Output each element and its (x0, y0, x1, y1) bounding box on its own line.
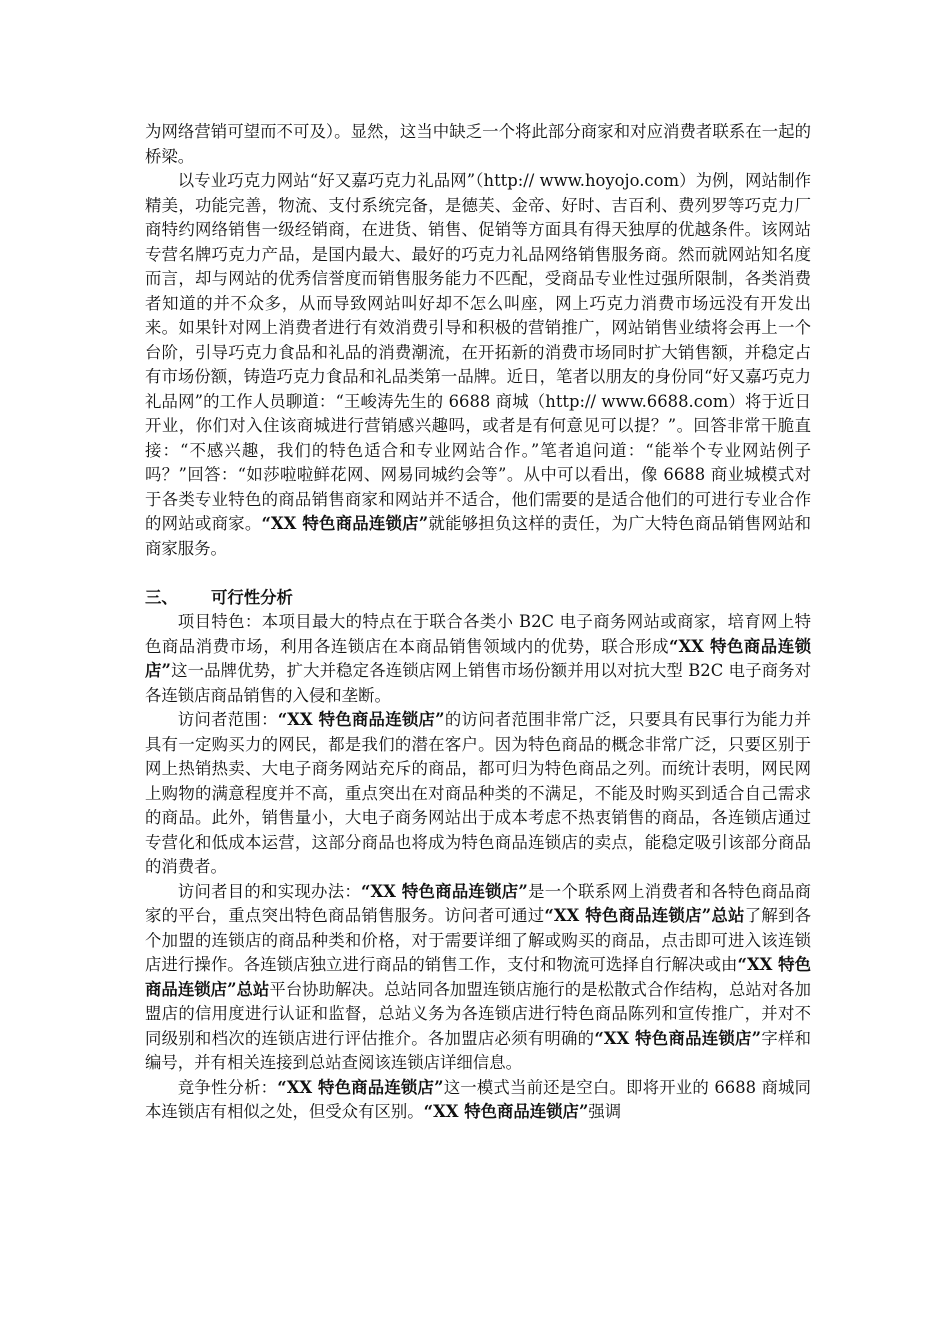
paragraph-visitor-purpose: 访问者目的和实现办法：“XX 特色商品连锁店”是一个联系网上消费者和各特色商品商家的平台，重点突出特色商品销售服务。访问者可通过“XX 特色商品连锁店”总站了解到各个加盟的连锁店的商品种类和价格，对于需要详细了解或购买的商品，点击即可进入该连锁店进行操作。各连锁店独立进行商品的销售工作，支付和物流可选择自行解决或由“XX 特色商品连锁店”总站平台协助解决。总站同各加盟连锁店施行的是松散式合作结构，总站对各加盟店的信用度进行认证和监督，总站义务为各连锁店进行特色商品陈列和宣传推广，并对不同级别和档次的连锁店进行评估推介。各加盟店必须有明确的“XX 特色商品连锁店”字样和编号，并有相关连接到总站查阅该连锁店详细信息。 (145, 881, 812, 1072)
brand-name: “XX 特色商品连锁店” (261, 514, 429, 533)
brand-name: “XX 特色商品连锁店” (277, 710, 445, 729)
brand-name: “XX 特色商品连锁店” (423, 1102, 589, 1121)
section-title: 可行性分析 (211, 587, 293, 607)
paragraph-competition: 竞争性分析：“XX 特色商品连锁店”这一模式当前还是空白。即将开业的 6688 商城同本连锁店有相似之处，但受众有区别。“XX 特色商品连锁店”强调 (145, 1077, 811, 1121)
brand-name: “XX 特色商品连锁店” (145, 636, 812, 680)
brand-name-hq: “XX 特色商品连锁店”总站 (544, 906, 745, 925)
paragraph-visitor-scope: 访问者范围：“XX 特色商品连锁店”的访问者范围非常广泛，只要具有民事行为能力并具有一定购买力的网民，都是我们的潜在客户。因为特色商品的概念非常广泛，只要区别于网上热销热卖、大电子商务网站充斥的商品，都可归为特色商品之列。而统计表明，网民网上购物的满意程度并不高，重点突出在对商品种类的不满足，不能及时购买到适合自己需求的商品。此外，销售量小，大电子商务网站出于成本考虑不热衷销售的商品，各连锁店通过专营化和低成本运营，这部分商品也将成为特色商品连锁店的卖点，能稳定吸引该部分商品的消费者。 (145, 710, 812, 876)
brand-name: “XX 特色商品连锁店” (361, 881, 528, 901)
paragraph-spacer (145, 561, 811, 586)
paragraph-intro: 为网络营销可望而不可及）。显然，这当中缺乏一个将此部分商家和对应消费者联系在一起的桥梁。 (145, 122, 811, 166)
brand-name: “XX 特色商品连锁店” (594, 1028, 762, 1048)
brand-name: “XX 特色商品连锁店” (277, 1077, 444, 1097)
paragraph-example: 以专业巧克力网站“好又嘉巧克力礼品网”（http:// www.hoyojo.com）为例，网站制作精美，功能完善，物流、支付系统完备，是德芙、金帝、好时、吉百利、费列罗等巧克力厂商特约网络销售一级经销商，在进货、销售、促销等方面具有得天独厚的优越条件。该网站专营名牌巧克力产品，是国内最大、最好的巧克力礼品网络销售服务商。然而就网站知名度而言，却与网站的优秀信誉度而销售服务能力不匹配，受商品专业性过强所限制，各类消费者知道的并不众多，从而导致网站叫好却不怎么叫座，网上巧克力消费市场远没有开发出来。如果针对网上消费者进行有效消费引导和积极的营销推广，网站销售业绩将会再上一个台阶，引导巧克力食品和礼品的消费潮流，在开拓新的消费市场同时扩大销售额，并稳定占有市场份额，铸造巧克力食品和礼品类第一品牌。近日，笔者以朋友的身份同“好又嘉巧克力礼品网”的工作人员聊道：“王峻涛先生的 6688 商城（http:// www.6688.com）将于近日开业，你们对入住该商城进行营销感兴趣吗，或者是有何意见可以提？”。回答非常干脆直接：“不感兴趣，我们的特色适合和专业网站合作。”笔者追问道：“能举个专业网站例子吗？”回答：“如莎啦啦鲜花网、网易同城约会等”。从中可以看出，像 6688 商业城模式对于各类专业特色的商品销售商家和网站并不适合，他们需要的是适合他们的可进行专业合作的网站或商家。“XX 特色商品连锁店”就能够担负这样的责任，为广大特色商品销售网站和商家服务。 (145, 171, 812, 558)
section-number: 三、 (145, 587, 178, 607)
brand-name-hq: “XX 特色商品连锁店”总站 (145, 955, 812, 999)
document-page (145, 120, 811, 1125)
paragraph-project-features: 项目特色：本项目最大的特点在于联合各类小 B2C 电子商务网站或商家，培育网上特色商品消费市场，利用各连锁店在本商品销售领域内的优势，联合形成“XX 特色商品连锁店”这一品牌优势，扩大并稳定各连锁店网上销售市场份额并用以对抗大型 B2C 电子商务对各连锁店商品销售的入侵和垄断。 (145, 612, 812, 705)
section-heading (145, 586, 811, 611)
